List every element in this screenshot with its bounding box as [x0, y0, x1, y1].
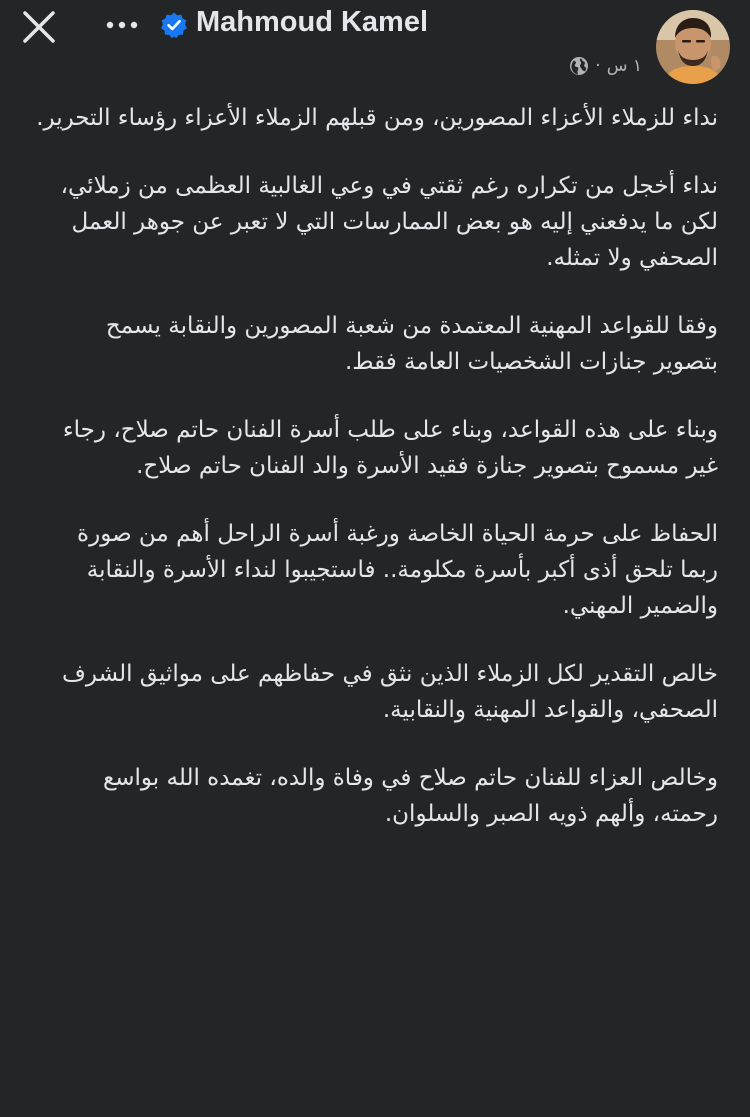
post-header: [0, 0, 750, 90]
post-body: [36, 100, 718, 864]
close-icon: [20, 8, 58, 46]
author-name[interactable]: Mahmoud Kamel: [196, 6, 429, 38]
verified-badge-icon: [160, 11, 188, 39]
close-button[interactable]: [20, 8, 58, 46]
more-options-button[interactable]: [102, 10, 142, 40]
meta-separator: ·: [595, 56, 601, 76]
post-paragraph: الحفاظ على حرمة الحياة الخاصة ورغبة أسرة الراحل أهم من صورة ربما تلحق أذى أكبر بأسرة مكلومة.. فاستجيبوا لنداء الأسرة والنقابة والضمير المهني.: [77, 521, 718, 619]
avatar-photo: [656, 10, 730, 84]
author-avatar[interactable]: [656, 10, 730, 84]
post-paragraph: نداء أخجل من تكراره رغم ثقتي في وعي الغالبية العظمى من زملائي، لكن ما يدفعني إليه هو بعض الممارسات التي لا تعبر عن جوهر العمل الصحفي ولا تمثله.: [60, 173, 718, 271]
post-paragraph: نداء للزملاء الأعزاء المصورين، ومن قبلهم الزملاء الأعزاء رؤساء التحرير.: [36, 105, 718, 131]
post-paragraph: وبناء على هذه القواعد، وبناء على طلب أسرة الفنان حاتم صلاح، رجاء غير مسموح بتصوير جنازة فقيد الأسرة والد الفنان حاتم صلاح.: [62, 417, 718, 479]
post-paragraph: وفقا للقواعد المهنية المعتمدة من شعبة المصورين والنقابة يسمح بتصوير جنازات الشخصيات العامة فقط.: [105, 313, 718, 375]
post-meta: [569, 56, 642, 76]
post-paragraph: وخالص العزاء للفنان حاتم صلاح في وفاة والده، تغمده الله بواسع رحمته، وألهم ذويه الصبر والسلوان.: [103, 765, 718, 827]
globe-icon[interactable]: [569, 56, 589, 76]
post-paragraph: خالص التقدير لكل الزملاء الذين نثق في حفاظهم على مواثيق الشرف الصحفي، والقواعد المهنية والنقابية.: [62, 661, 718, 723]
post-time[interactable]: ١ س: [606, 56, 642, 76]
more-icon: [102, 10, 142, 40]
